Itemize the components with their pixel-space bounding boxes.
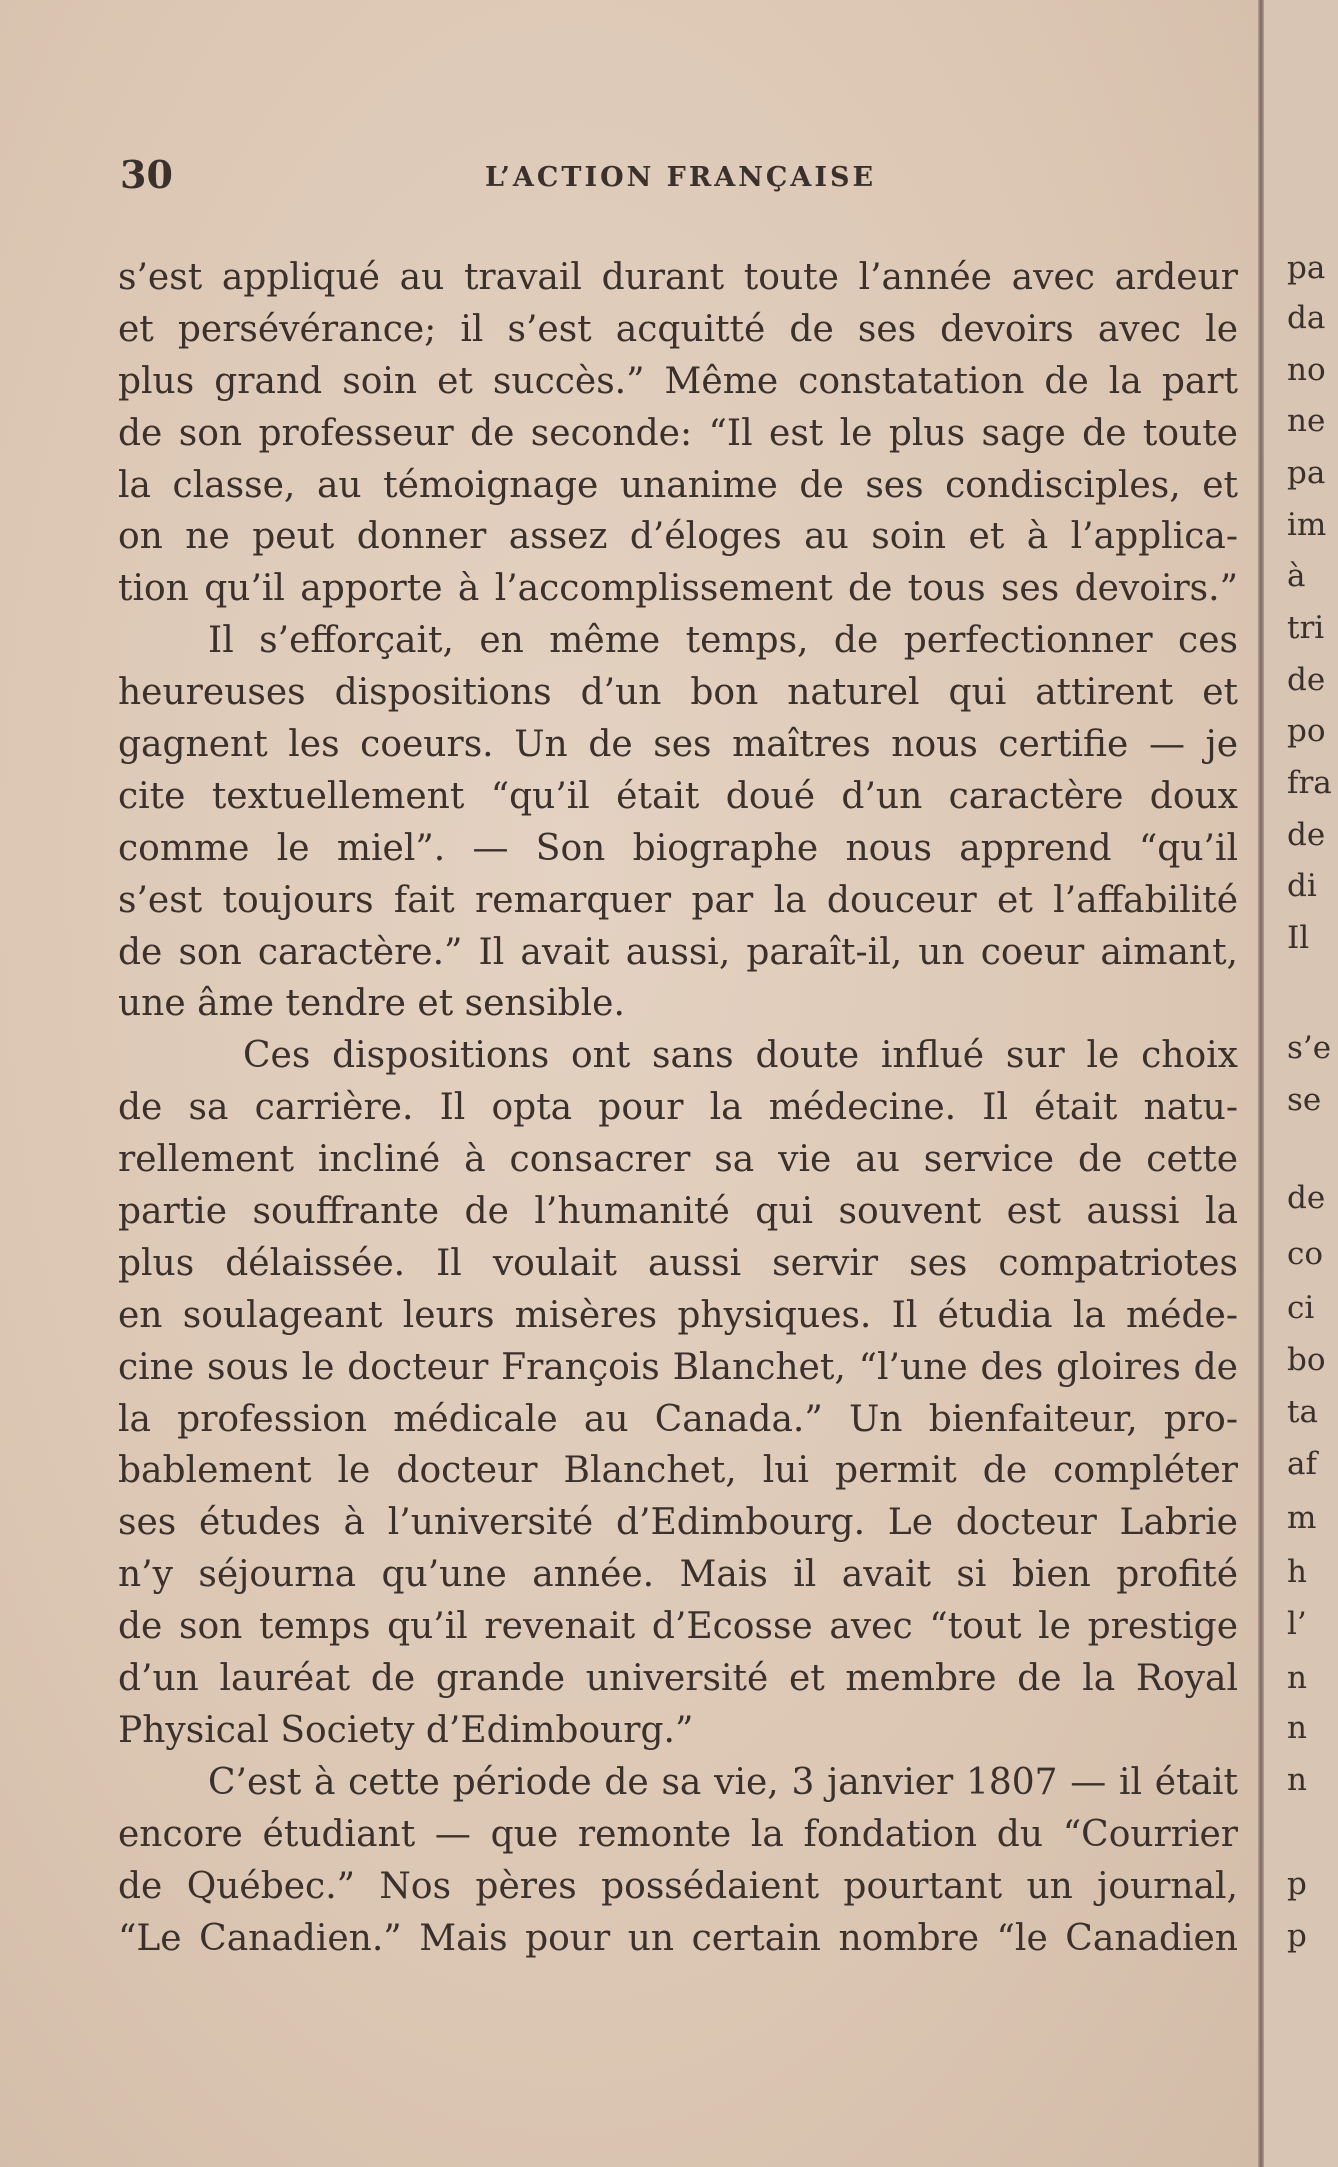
text-line: de son caractère.” Il avait aussi, paraît-il, un coeur aimant, <box>118 931 1238 973</box>
text-line: tion qu’il apporte à l’accomplissement de tous ses devoirs.” <box>118 568 1238 610</box>
text-line: la profession médicale au Canada.” Un bienfaiteur, pro- <box>118 1398 1238 1440</box>
facing-fragment: af <box>1287 1446 1317 1482</box>
facing-page-edge <box>1264 0 1338 2167</box>
facing-fragment: de <box>1287 1180 1326 1216</box>
facing-fragment: no <box>1287 352 1326 388</box>
text-line: cine sous le docteur François Blanchet, “l’une des gloires de <box>118 1346 1238 1388</box>
facing-fragment: m <box>1287 1500 1317 1536</box>
text-line: rellement incliné à consacrer sa vie au service de cette <box>118 1139 1238 1181</box>
facing-fragment: fra <box>1287 765 1332 801</box>
facing-fragment: Il <box>1287 920 1310 956</box>
text-line: Ces dispositions ont sans doute influé sur le choix <box>243 1035 1238 1077</box>
text-line: Il s’efforçait, en même temps, de perfectionner ces <box>208 620 1238 662</box>
text-line: de sa carrière. Il opta pour la médecine. Il était natu- <box>118 1087 1238 1129</box>
text-line: de son temps qu’il revenait d’Ecosse avec “tout le prestige <box>118 1606 1238 1648</box>
text-line: on ne peut donner assez d’éloges au soin et à l’applica- <box>118 516 1238 558</box>
page-number: 30 <box>120 152 173 197</box>
facing-fragment: se <box>1287 1082 1322 1118</box>
text-line: n’y séjourna qu’une année. Mais il avait si bien profité <box>118 1554 1238 1596</box>
facing-fragment: ne <box>1287 403 1326 439</box>
text-line: bablement le docteur Blanchet, lui permit de compléter <box>118 1450 1238 1492</box>
facing-fragment: di <box>1287 868 1317 904</box>
facing-fragment: da <box>1287 300 1326 336</box>
running-title: L’ACTION FRANÇAISE <box>485 162 877 193</box>
facing-fragment: de <box>1287 817 1326 853</box>
text-line: cite textuellement “qu’il était doué d’un caractère doux <box>118 775 1238 817</box>
facing-fragment: h <box>1287 1554 1307 1590</box>
facing-fragment: bo <box>1287 1342 1326 1378</box>
facing-fragment: tri <box>1287 610 1325 646</box>
facing-fragment: n <box>1287 1660 1307 1696</box>
text-line: gagnent les coeurs. Un de ses maîtres nous certifie — je <box>118 724 1238 766</box>
text-line: s’est toujours fait remarquer par la douceur et l’affabilité <box>118 879 1238 921</box>
facing-fragment: p <box>1287 1866 1307 1902</box>
facing-fragment: ta <box>1287 1394 1318 1430</box>
text-line: en soulageant leurs misères physiques. Il étudia la méde- <box>118 1294 1238 1336</box>
facing-fragment: im <box>1287 507 1327 543</box>
facing-fragment: pa <box>1287 455 1326 491</box>
text-line: heureuses dispositions d’un bon naturel qui attirent et <box>118 672 1238 714</box>
text-line: d’un lauréat de grande université et membre de la Royal <box>118 1658 1238 1700</box>
text-line: et persévérance; il s’est acquitté de ses devoirs avec le <box>118 308 1238 350</box>
text-line: ses études à l’université d’Edimbourg. Le docteur Labrie <box>118 1502 1238 1544</box>
text-line: plus délaissée. Il voulait aussi servir ses compatriotes <box>118 1242 1238 1284</box>
text-line: “Le Canadien.” Mais pour un certain nombre “le Canadien <box>118 1917 1238 1959</box>
text-line: comme le miel”. — Son biographe nous apprend “qu’il <box>118 827 1238 869</box>
text-line: la classe, au témoignage unanime de ses condisciples, et <box>118 464 1238 506</box>
text-line: Physical Society d’Edimbourg.” <box>118 1709 694 1751</box>
text-line: de son professeur de seconde: “Il est le plus sage de toute <box>118 412 1238 454</box>
facing-fragment: co <box>1287 1236 1324 1272</box>
text-line: de Québec.” Nos pères possédaient pourtant un journal, <box>118 1865 1238 1907</box>
text-line: partie souffrante de l’humanité qui souvent est aussi la <box>118 1191 1238 1233</box>
text-line: s’est appliqué au travail durant toute l’année avec ardeur <box>118 257 1238 298</box>
facing-fragment: pa <box>1287 250 1326 286</box>
text-line: C’est à cette période de sa vie, 3 janvier 1807 — il était <box>208 1761 1238 1803</box>
text-line: une âme tendre et sensible. <box>118 983 625 1025</box>
facing-fragment: n <box>1287 1762 1307 1798</box>
text-line: plus grand soin et succès.” Même constatation de la part <box>118 360 1238 402</box>
facing-fragment: po <box>1287 713 1326 749</box>
facing-fragment: s’e <box>1287 1030 1332 1066</box>
body-text <box>118 252 1238 1964</box>
facing-fragment: l’ <box>1287 1606 1307 1642</box>
facing-fragment: n <box>1287 1710 1307 1746</box>
facing-fragment: ci <box>1287 1290 1315 1326</box>
text-line: encore étudiant — que remonte la fondation du “Courrier <box>118 1813 1238 1855</box>
page-header <box>120 152 880 212</box>
facing-fragment: de <box>1287 662 1326 698</box>
facing-fragment: p <box>1287 1918 1307 1954</box>
facing-fragment: à <box>1287 558 1306 594</box>
